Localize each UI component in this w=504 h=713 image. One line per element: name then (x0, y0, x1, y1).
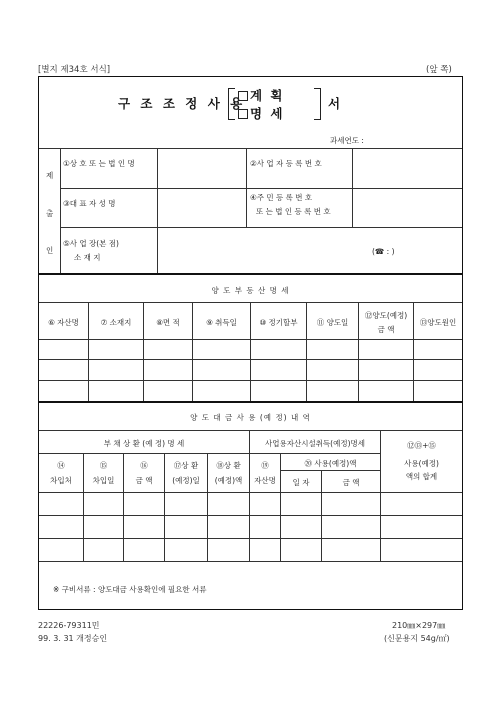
applicant-label-2: 출 (46, 209, 54, 218)
col-asset: 자산명 (254, 476, 276, 485)
col-asset-name: ⑥ 자산명 (48, 318, 79, 327)
form-title-left: 구 조 조 정 사 용 (118, 96, 246, 111)
col-area: ⑧면 적 (156, 318, 180, 327)
col-loan-amount-num: ⑯ (140, 461, 148, 470)
title-bracket-left (228, 88, 235, 120)
company-name-field[interactable] (158, 149, 246, 188)
col-lender: 차입처 (50, 476, 72, 485)
col-use-sum: 금 액 (342, 478, 360, 487)
col-transfer-date: ⑪ 양도일 (316, 318, 349, 327)
resident-no-field[interactable] (353, 189, 461, 227)
option-plan[interactable] (238, 86, 285, 104)
company-name-label: ①상 호 또 는 법 인 명 (63, 159, 135, 168)
title-bracket-right (314, 88, 321, 120)
applicant-label-3: 인 (46, 246, 54, 255)
representative-field[interactable] (158, 189, 246, 227)
option-detail[interactable] (238, 104, 285, 122)
col-use-amount: ⑳ 사용(예정)액 (304, 459, 357, 468)
option-detail-label: 명 세 (250, 106, 285, 121)
address-label-2: 소 재 지 (74, 253, 101, 262)
address-field[interactable] (158, 228, 461, 273)
tax-year-label: 과세연도 : (330, 136, 364, 145)
col-loan-date-num: ⑮ (99, 461, 108, 470)
col-transfer-amount-1: ⑫양도(예정) (364, 311, 408, 320)
resident-no-label-1: ④주 민 등 록 번 호 (250, 193, 313, 202)
checkbox-detail[interactable] (238, 109, 248, 119)
usage-section-title: 양 도 대 금 사 용 (예 정) 내 역 (190, 413, 311, 422)
paper-type: (신문용지 54g/㎡) (384, 634, 450, 643)
business-asset-title: 사업용자산시설취득(예정)명세 (264, 439, 366, 448)
form-code: 22226-79311민 (38, 621, 100, 630)
phone-field[interactable]: (☎ : ) (372, 247, 395, 256)
col-transfer-amount-2: 금 액 (377, 325, 395, 334)
col-location: ⑦ 소재지 (100, 318, 132, 327)
resident-no-label-2: 또 는 법 인 등 록 번 호 (256, 207, 331, 216)
col-use-date: 일 자 (292, 478, 310, 487)
col-installment: ⑩ 정기할부 (259, 318, 298, 327)
col-loan-amount: 금 액 (135, 476, 153, 485)
col-loan-date: 차입일 (92, 476, 115, 485)
col-repay-amount: (예정)액 (214, 476, 243, 485)
debt-repayment-title: 부 채 상 환 (예 정) 명 세 (103, 439, 185, 448)
col-transfer-cause: ⑬양도원인 (419, 318, 457, 327)
applicant-label-1: 제 (46, 171, 54, 180)
form-title-right: 서 (328, 96, 344, 111)
usage-total-number: ⑫⑬+⑮ (407, 441, 436, 450)
col-repay-date: (예정)일 (172, 476, 200, 485)
option-plan-label: 계 획 (250, 88, 285, 103)
paper-size: 210㎜×297㎜ (392, 621, 446, 630)
usage-total-label-1: 사용(예정) (404, 459, 439, 468)
col-repay-date-num: ⑰상 환 (173, 461, 199, 470)
approval-date: 99. 3. 31 개정승인 (38, 634, 108, 643)
col-acquisition-date: ⑨ 취득일 (206, 318, 237, 327)
page-side-label: (앞 쪽) (426, 65, 452, 75)
col-repay-amount-num: ⑱상 환 (216, 461, 241, 470)
address-label-1: ⑤사 업 장(본 점) (63, 239, 119, 248)
business-reg-label: ②사 업 자 등 록 번 호 (250, 159, 322, 168)
attachment-note: ※ 구비서류 : 양도대금 사용확인에 필요한 서류 (53, 585, 207, 594)
checkbox-plan[interactable] (238, 91, 248, 101)
col-asset-num: ⑲ (261, 461, 269, 470)
form-number: [별지 제34호 서식] (38, 65, 111, 75)
col-lender-num: ⑭ (57, 461, 65, 470)
business-reg-field[interactable] (353, 149, 461, 188)
usage-total-label-2: 액의 합계 (405, 472, 438, 481)
representative-label: ③대 표 자 성 명 (63, 199, 116, 208)
property-section-title: 양 도 부 동 산 명 세 (211, 286, 290, 295)
